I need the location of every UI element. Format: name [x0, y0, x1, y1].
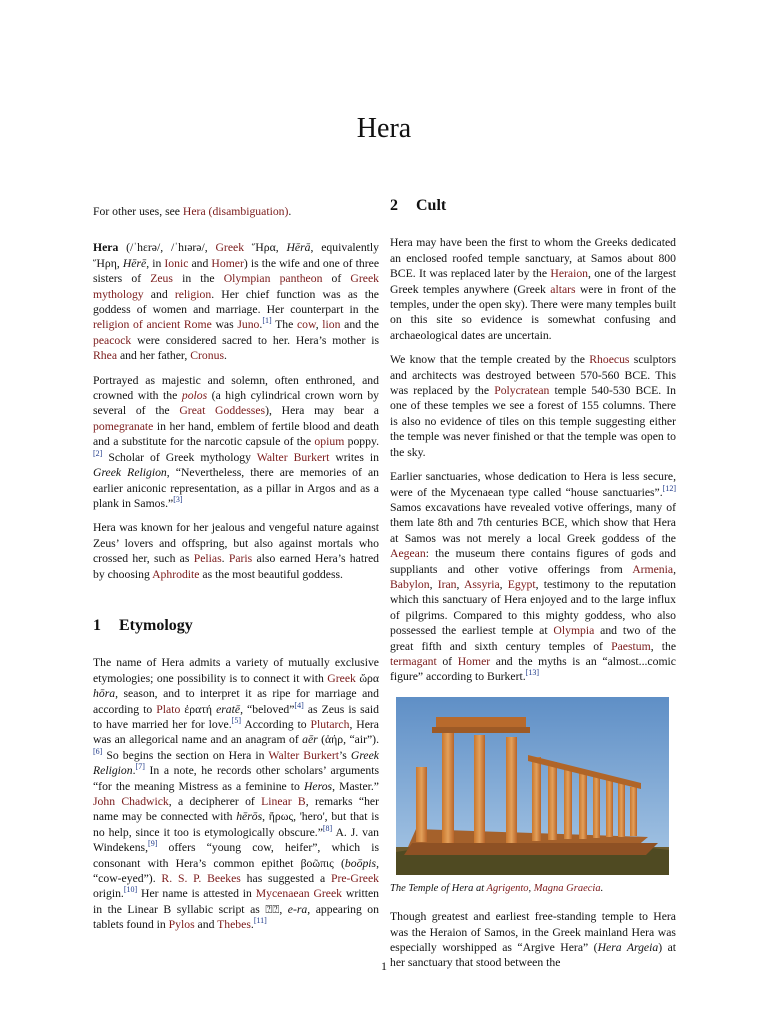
cult-paragraph-1	[390, 235, 676, 343]
text-run: .	[221, 552, 229, 566]
text-run: , “cow-eyed”).	[93, 856, 379, 886]
text-run: were considered sacred to her. Hera’s mother is	[131, 333, 379, 347]
text-run: sculptors and architects was destroyed between 570-560 BCE. This was replaced by the	[390, 353, 677, 398]
text-run: , appearing on tablets found in	[93, 902, 379, 932]
text-run: ’s	[339, 748, 351, 762]
section-number: 2	[390, 197, 398, 214]
text-run: , Hera was an allegorical name and an anagram of	[93, 717, 379, 747]
section-heading-etymology	[93, 618, 379, 633]
left-column	[93, 196, 379, 942]
text-run: ὥρα	[355, 671, 379, 685]
citation-link[interactable]: [7]	[135, 762, 145, 772]
text-run: eratē	[216, 702, 241, 716]
citation-link[interactable]: [2]	[93, 448, 103, 458]
text-run: ) at her sanctuary that stood between the	[390, 941, 677, 970]
text-run: Hērā	[286, 241, 311, 255]
wiki-link[interactable]: termagant	[390, 654, 437, 668]
text-run: (a high cylindrical crown worn by several of the	[93, 389, 380, 418]
text-run: Though greatest and earliest free-standing temple to Hera was the Heraion of Samos, in the Greek mainland Hera was especially worshipped as “Argive Hera” (	[390, 910, 676, 954]
citation-link[interactable]: [13]	[525, 668, 539, 678]
page-title: Hera	[356, 113, 412, 144]
temple-illustration	[396, 697, 669, 875]
text-run: So begins the section on Hera in	[102, 748, 269, 762]
text-run: boōpis	[344, 856, 377, 870]
wiki-link[interactable]: polos	[181, 389, 208, 403]
citation-link[interactable]: [12]	[662, 483, 676, 493]
text-run: We know that the temple created by the	[390, 353, 590, 367]
text-run: The name of Hera admits a variety of mutually exclusive etymologies; one possibility is to connect it with	[93, 656, 379, 685]
wiki-link[interactable]: opium	[314, 435, 345, 449]
text-run: , equivalently Ἥρη,	[93, 241, 379, 270]
wiki-link[interactable]: Greek	[327, 671, 356, 685]
text-run: and the	[340, 318, 379, 332]
wiki-link[interactable]: Walter Burkert	[268, 748, 339, 762]
text-run: , ἥρως, 'hero', but that is no help, since it too is etymologically obscure.”	[93, 810, 379, 839]
text-run: A. J. van Windekens,	[93, 825, 379, 855]
wiki-link[interactable]: Plato	[156, 702, 181, 716]
wiki-link[interactable]: Agrigento	[486, 882, 529, 894]
text-run: ,	[528, 882, 534, 894]
text-run: , testimony to the reputation which this sanctuary of Hera enjoyed and to the large influx of pilgrims. Compared to this mighty goddess, who also possessed the earliest temple at	[390, 577, 677, 638]
text-run: According to	[240, 717, 311, 731]
wiki-link[interactable]: peacock	[93, 333, 132, 347]
text-run: ,	[499, 577, 508, 591]
wiki-link[interactable]: Pelias	[193, 552, 222, 566]
text-run: temple 540-530 BCE. In one of these temples we see a forest of 155 columns. There is also no evidence of tiles on this temple suggesting either the temple was never finished or that the temple was open to the sky.	[390, 384, 676, 459]
text-run: Ἥρα,	[244, 241, 287, 255]
text-run: ,	[315, 318, 323, 332]
text-run: , remarks “her name may be connected with	[93, 795, 379, 824]
text-run: (/ˈhɛrə/, /ˈhɪərə/,	[118, 241, 216, 255]
temple-figure	[390, 697, 676, 896]
citation-link[interactable]: [1]	[262, 316, 272, 326]
text-run: ) is the wife and one of three sisters of	[93, 256, 380, 286]
wiki-link[interactable]: Babylon	[390, 577, 430, 591]
text-run: and the myths is an “almost...comic figure” according to Burkert.	[390, 654, 676, 684]
wiki-link[interactable]: Egypt	[507, 577, 536, 591]
wiki-link[interactable]: Mycenaean Greek	[255, 887, 343, 901]
text-run: writes in	[329, 450, 379, 464]
disambiguation-link[interactable]: Hera (disambiguation)	[182, 205, 289, 218]
wiki-link[interactable]: lion	[322, 318, 341, 332]
wiki-link[interactable]: Paestum	[611, 639, 651, 653]
text-run: ,	[673, 562, 676, 576]
wiki-link[interactable]: Greek	[215, 241, 245, 255]
text-run: as the most beautiful goddess.	[199, 567, 343, 581]
text-run: in her hand, emblem of fertile blood and death and a substitute for the narcotic capsule of the	[93, 419, 379, 449]
citation-link[interactable]: [6]	[93, 746, 103, 756]
wiki-link[interactable]: Olympia	[553, 624, 595, 638]
citation-link[interactable]: [4]	[294, 700, 304, 710]
wiki-link[interactable]: Zeus	[150, 272, 173, 286]
text-run: hērōs	[236, 810, 263, 824]
wiki-link[interactable]: Armenia	[632, 562, 674, 576]
wiki-link[interactable]: Homer	[211, 256, 244, 270]
wiki-link[interactable]: Juno	[237, 318, 260, 332]
text-run: in the	[172, 272, 224, 286]
right-column	[390, 198, 676, 980]
text-run: (ἀήρ, “air”).	[317, 733, 379, 747]
wiki-link[interactable]: Homer	[457, 654, 491, 668]
wiki-link[interactable]: Olympian pantheon	[223, 272, 323, 286]
text-run: , the	[650, 639, 677, 653]
text-run: hōra	[93, 687, 116, 701]
text-run: of	[322, 272, 351, 286]
page-number: 1	[381, 959, 387, 973]
text-run: ), Hera may bear a	[265, 404, 379, 418]
text-run: has suggested a	[240, 872, 331, 886]
text-run: Heros	[303, 779, 333, 793]
section-title: Cult	[416, 197, 447, 214]
text-run: Hera may have been the first to whom the Greeks dedicated an enclosed roofed temple sanctuary, at Samos about 800 BCE. It was replaced later by the	[390, 236, 676, 281]
wiki-link[interactable]: Aphrodite	[152, 567, 200, 581]
wiki-link[interactable]: altars	[550, 282, 576, 296]
citation-link[interactable]: [5]	[231, 716, 241, 726]
cult-paragraph-3	[390, 469, 676, 685]
wiki-link[interactable]: Pylos	[168, 918, 195, 932]
cult-paragraph-2	[390, 352, 676, 460]
text-run: Her name is attested in	[137, 887, 256, 901]
text-run: were in front of the temples, under the open sky). There were many temples built on this site so evidence is somewhat confusing and archaeological dates are uncertain.	[390, 282, 676, 342]
wiki-link[interactable]: Plutarch	[310, 717, 350, 731]
wiki-link[interactable]: Heraion	[550, 267, 589, 281]
wiki-link[interactable]: Aegean	[390, 547, 426, 561]
text-run: origin.	[93, 887, 124, 901]
text-run: .	[224, 349, 227, 363]
wiki-link[interactable]: Cronus	[190, 349, 224, 363]
figure-caption	[390, 881, 676, 896]
text-run: , “beloved”	[240, 702, 295, 716]
text-run: Hērē	[122, 256, 147, 270]
text-run: and her father,	[117, 349, 191, 363]
wiki-link[interactable]: Assyria	[463, 577, 500, 591]
temple-photo[interactable]	[396, 697, 669, 875]
text-run: Scholar of Greek mythology	[102, 450, 257, 464]
citation-link[interactable]: [10]	[123, 885, 138, 895]
text-run: . Her chief function was as the goddess of women and marriage. Her counterpart in the	[93, 287, 379, 317]
text-run: and	[194, 918, 218, 932]
text-run: , a decipherer of	[168, 795, 262, 808]
wiki-link[interactable]: Rhea	[93, 349, 118, 363]
text-run: , in	[146, 256, 165, 270]
text-run: as Zeus is said to have married her for love.	[93, 702, 380, 731]
text-run: was	[211, 318, 238, 332]
wiki-link[interactable]: Iran	[437, 577, 457, 591]
text-run: and	[143, 287, 175, 301]
text-run: ,	[456, 577, 464, 591]
section-heading-cult	[390, 198, 676, 213]
text-run: written in the Linear B syllabic script as ⍰⍰,	[93, 887, 379, 916]
wiki-link[interactable]: Rhoecus	[589, 353, 630, 367]
text-run: Greek Religion	[93, 748, 379, 778]
wiki-link[interactable]: Polycratean	[494, 384, 550, 398]
citation-link[interactable]: [3]	[173, 495, 183, 505]
text-run: Hera Argeia	[597, 941, 659, 954]
text-run: .	[132, 764, 136, 778]
intro-paragraph-2	[93, 373, 379, 512]
text-run: , “Nevertheless, there are memories of an earlier aniconic representation, as a pillar in Argos and as a plank in Samos.”	[93, 466, 380, 510]
wiki-link[interactable]: pomegranate	[93, 419, 154, 433]
wiki-link[interactable]: Walter Burkert	[256, 450, 330, 464]
wiki-link[interactable]: Ionic	[164, 256, 189, 270]
text-run: .	[250, 918, 254, 932]
intro-paragraph-3	[93, 520, 379, 582]
text-run: .	[600, 882, 604, 894]
text-run: Hera was known for her jealous and vengeful nature against Zeus’ lovers and offspring, but also against mortals who crossed her, such as	[93, 521, 379, 566]
text-run: The	[271, 318, 297, 332]
etymology-paragraph	[93, 655, 379, 932]
wiki-link[interactable]: Great Goddesses	[179, 404, 266, 418]
text-run: offers “young cow, heifer”, which is consonant with Hera’s common epithet βοῶπις (	[93, 841, 379, 870]
wiki-link[interactable]: Thebes	[217, 918, 251, 932]
text-run: , Master.”	[332, 779, 379, 793]
hatnote-end: .	[288, 205, 292, 218]
text-run: of	[436, 654, 458, 668]
text-run: The Temple of Hera at	[390, 882, 487, 894]
citation-link[interactable]: [8]	[322, 823, 333, 833]
wiki-link[interactable]: John Chadwick	[93, 795, 169, 808]
text-run: and	[188, 256, 212, 270]
wiki-link[interactable]: Greek mythology	[93, 272, 379, 301]
text-run: e-ra	[287, 902, 308, 916]
wiki-link[interactable]: Pre-Greek	[330, 872, 379, 886]
lead-term: Hera	[93, 241, 119, 255]
wiki-link[interactable]: R. S. P. Beekes	[161, 872, 241, 886]
text-run: also earned Hera’s hatred by choosing	[93, 552, 379, 581]
text-run: poppy.	[344, 435, 380, 449]
text-run: Portrayed as majestic and solemn, often enthroned, and crowned with the	[93, 373, 379, 403]
citation-link[interactable]: [11]	[253, 916, 267, 926]
text-run: aēr	[302, 733, 318, 747]
text-run: ,	[429, 577, 438, 591]
text-run: and two of the great fifth and sixth century temples of	[390, 624, 676, 653]
text-run: , one of the largest Greek temples anywhere (Greek	[390, 267, 676, 296]
wiki-link[interactable]: Magna Graecia	[533, 882, 601, 894]
text-run: : the museum there contains figures of gods and suppliants and other votive offerings from	[390, 547, 676, 576]
intro-paragraph-1	[93, 240, 379, 363]
wiki-link[interactable]: religion of ancient Rome	[93, 318, 212, 332]
wiki-link[interactable]: religion	[174, 287, 212, 301]
text-run: In a note, he records other scholars’ arguments “for the meaning Mistress as a feminine to	[93, 764, 379, 793]
section-title: Etymology	[119, 616, 193, 634]
text-run: , season, and to interpret it as ripe for marriage and according to	[93, 687, 379, 716]
text-run: ἐρατή	[180, 702, 217, 716]
citation-link[interactable]: [9]	[148, 839, 158, 849]
text-run: Greek Religion	[93, 466, 167, 480]
text-run: .	[259, 318, 263, 332]
section-number: 1	[93, 616, 101, 634]
hatnote-text: For other uses, see	[93, 205, 183, 218]
wiki-link[interactable]: cow	[296, 318, 316, 332]
text-run: Earlier sanctuaries, whose dedication to Hera is less secure, were of the Mycenaean type called “house sanctuaries”.	[390, 470, 676, 499]
wiki-link[interactable]: Paris	[228, 552, 253, 566]
hatnote	[93, 204, 379, 219]
text-run: Samos excavations have revealed votive offerings, many of them late 8th and 7th centuries BCE, which show that Hera at Samos was not merely a local Greek goddess of the	[390, 500, 676, 545]
wiki-link[interactable]: Linear B	[261, 795, 306, 808]
